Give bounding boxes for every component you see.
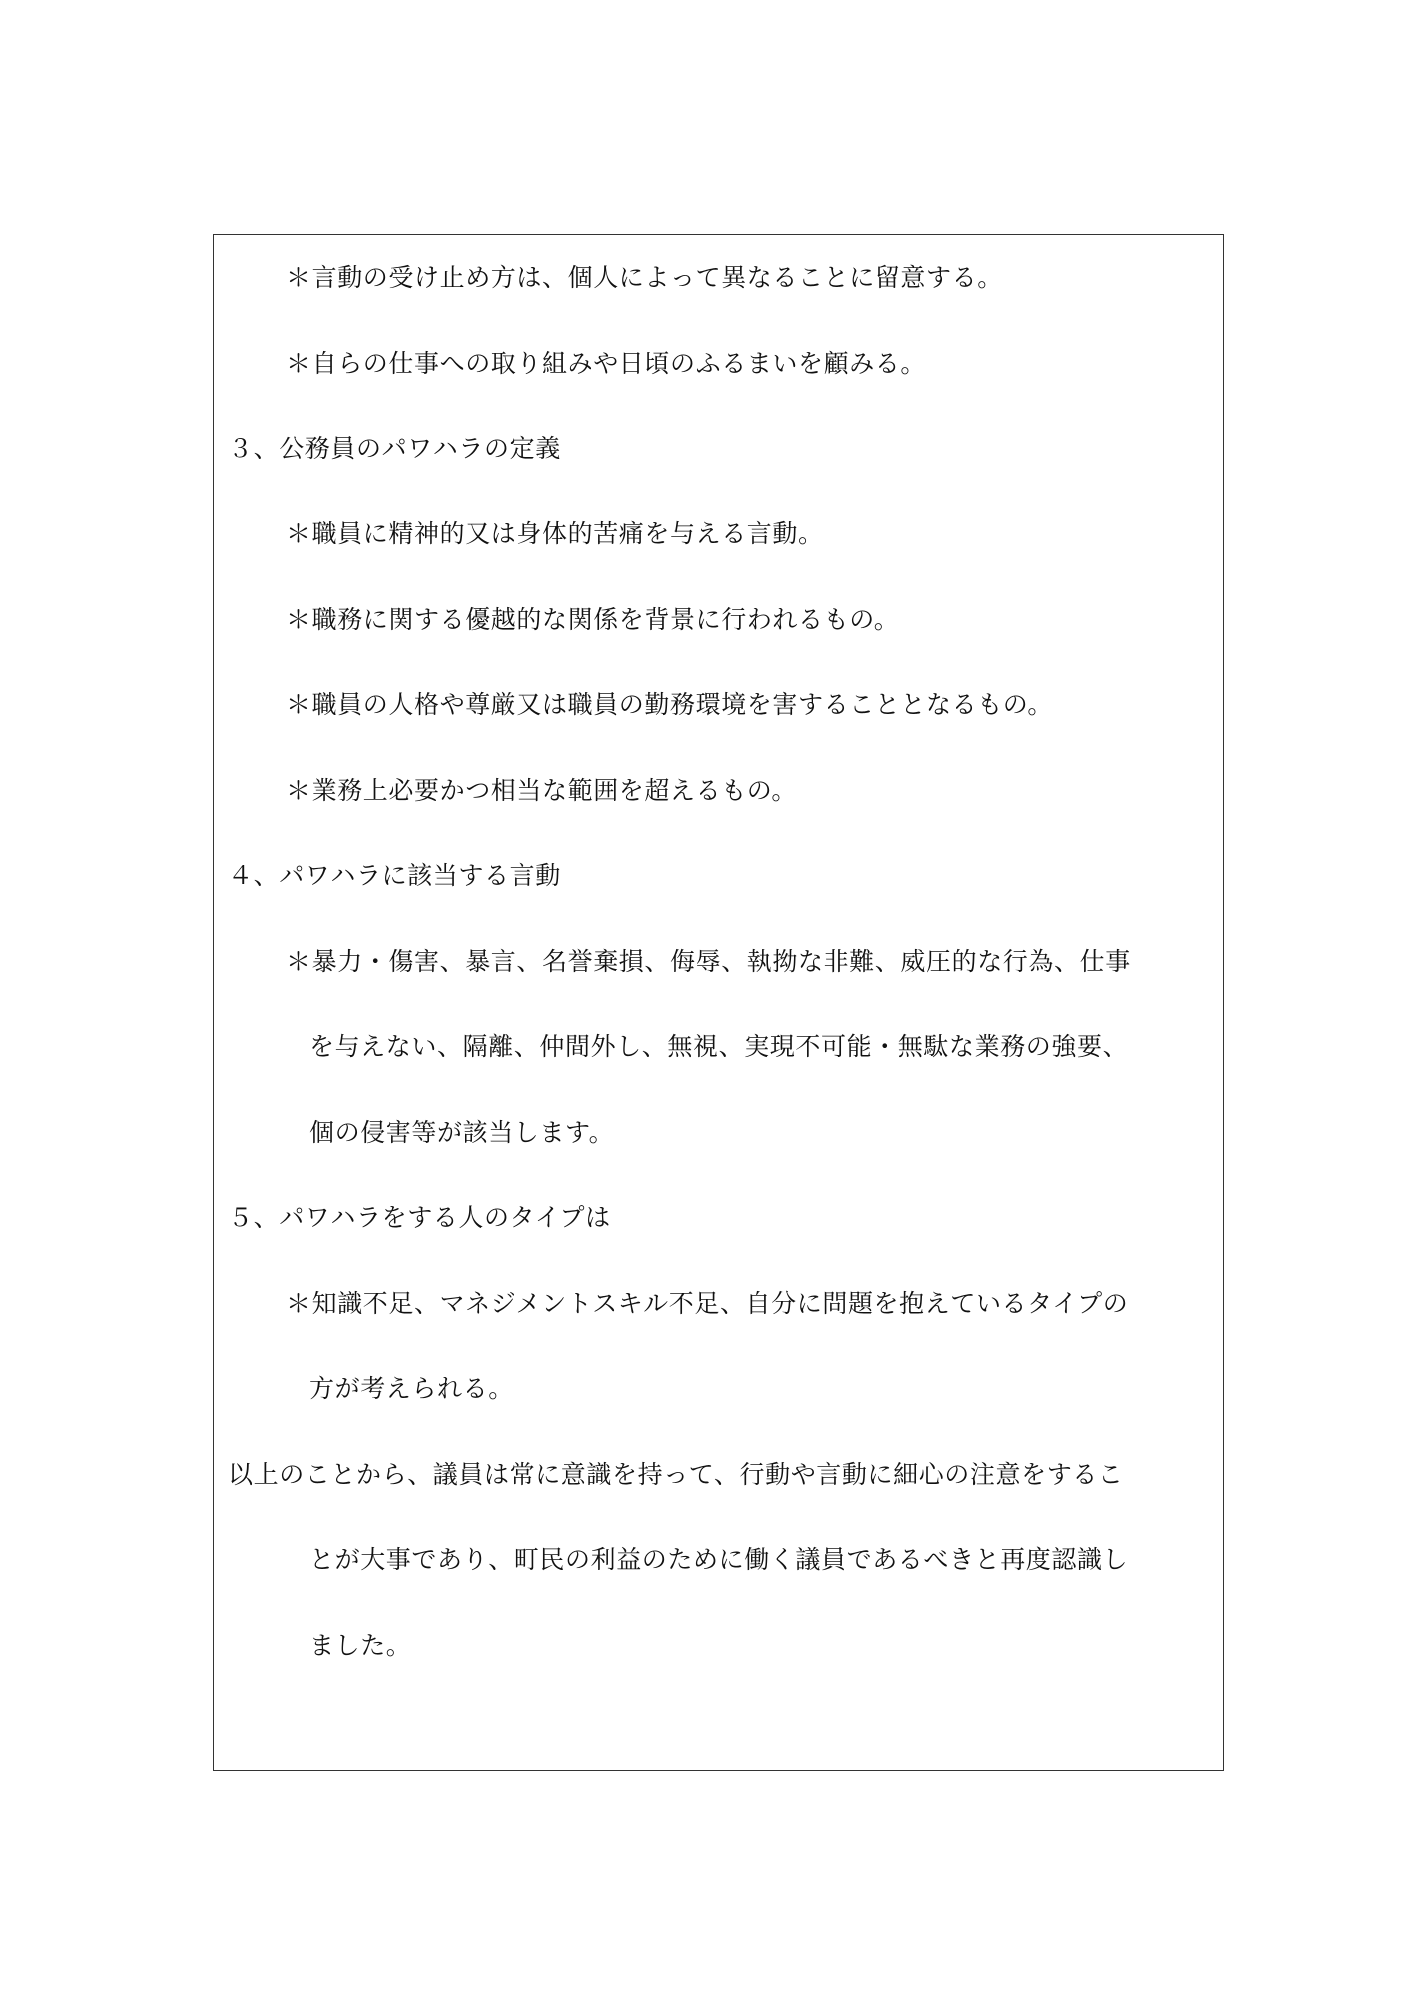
bullet-continuation-line: 方が考えられる。 <box>309 1374 514 1403</box>
conclusion-continuation-line: ました。 <box>309 1631 412 1660</box>
bullet-line: ＊暴力・傷害、暴言、名誉棄損、侮辱、執拗な非難、威圧的な行為、仕事 <box>286 947 1131 976</box>
bullet-continuation-line: 個の侵害等が該当します。 <box>309 1118 615 1147</box>
section-heading-5: ５、パワハラをする人のタイプは <box>228 1203 611 1232</box>
conclusion-line: 以上のことから、議員は常に意識を持って、行動や言動に細心の注意をするこ <box>228 1460 1124 1489</box>
bullet-line: ＊言動の受け止め方は、個人によって異なることに留意する。 <box>286 263 1003 292</box>
conclusion-continuation-line: とが大事であり、町民の利益のために働く議員であるべきと再度認識し <box>309 1545 1129 1574</box>
bullet-line: ＊知識不足、マネジメントスキル不足、自分に問題を抱えているタイプの <box>286 1289 1129 1318</box>
bullet-line: ＊職務に関する優越的な関係を背景に行われるもの。 <box>286 605 900 634</box>
bullet-line: ＊職員の人格や尊厳又は職員の勤務環境を害することとなるもの。 <box>286 690 1054 719</box>
bullet-continuation-line: を与えない、隔離、仲間外し、無視、実現不可能・無駄な業務の強要、 <box>309 1032 1129 1061</box>
bullet-line: ＊職員に精神的又は身体的苦痛を与える言動。 <box>286 519 824 548</box>
bullet-line: ＊自らの仕事への取り組みや日頃のふるまいを顧みる。 <box>286 349 927 378</box>
section-heading-4: ４、パワハラに該当する言動 <box>228 861 561 890</box>
section-heading-3: ３、公務員のパワハラの定義 <box>228 434 561 463</box>
bullet-line: ＊業務上必要かつ相当な範囲を超えるもの。 <box>286 776 798 805</box>
